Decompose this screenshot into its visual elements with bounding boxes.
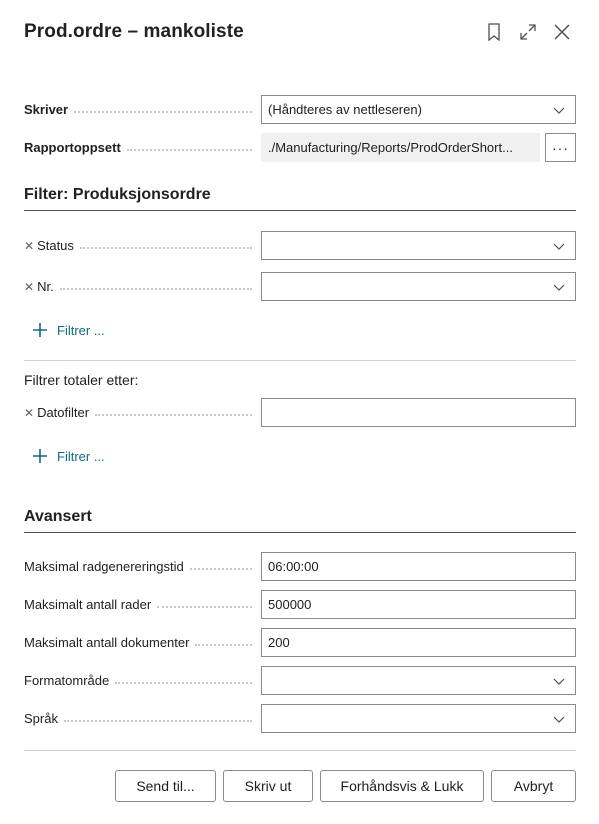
layout-label: Rapportoppsett [24,133,256,162]
header-actions [484,22,572,42]
max-docs-label: Maksimalt antall dokumenter [24,628,256,657]
max-docs-row [24,628,576,657]
max-time-label: Maksimal radgenereringstid [24,552,256,581]
printer-label: Skriver [24,95,256,124]
max-docs-value: 200 [268,635,290,650]
printer-row [24,95,576,124]
advanced-section-title: Avansert [24,508,576,533]
max-rows-label: Maksimalt antall rader [24,590,256,619]
cancel-button[interactable]: Avbryt [491,770,576,802]
max-docs-input[interactable] [261,628,576,657]
max-rows-row [24,590,576,619]
max-time-value: 06:00:00 [268,559,319,574]
plus-icon [31,447,49,465]
language-label: Språk [24,704,256,733]
format-region-select[interactable] [261,666,576,695]
max-rows-input[interactable] [261,590,576,619]
footer-divider [24,750,576,751]
totals-filter-title: Filtrer totaler etter: [24,372,139,388]
filter-no-label: ✕ Nr. [24,272,256,301]
divider [24,360,576,361]
filter-section-title: Filter: Produksjonsordre [24,186,576,211]
add-filter-label: Filtrer ... [57,322,105,338]
plus-icon [31,321,49,339]
dialog-title: Prod.ordre – mankoliste [24,21,244,42]
date-filter-label: ✕ Datofilter [24,398,256,427]
date-filter-input[interactable] [261,398,576,427]
date-filter-row [24,398,576,427]
bookmark-icon[interactable] [484,22,504,42]
layout-field[interactable] [261,133,540,162]
add-filter-link[interactable] [31,320,105,340]
chevron-down-icon [553,281,565,293]
chevron-down-icon [553,675,565,687]
chevron-down-icon [553,104,565,116]
max-time-row [24,552,576,581]
add-totals-filter-label: Filtrer ... [57,448,105,464]
dialog-header [24,18,576,46]
no-select[interactable] [261,272,576,301]
filter-status-row [24,231,576,260]
preview-close-button[interactable]: Forhåndsvis & Lukk [320,770,484,802]
remove-filter-icon[interactable]: ✕ [24,405,35,420]
expand-icon[interactable] [518,22,538,42]
remove-filter-icon[interactable]: ✕ [24,238,35,253]
max-rows-value: 500000 [268,597,312,612]
status-select[interactable] [261,231,576,260]
remove-filter-icon[interactable]: ✕ [24,279,35,294]
max-time-input[interactable] [261,552,576,581]
printer-select[interactable] [261,95,576,124]
layout-lookup-button[interactable]: ··· [545,133,576,162]
add-totals-filter-link[interactable] [31,446,105,466]
language-row [24,704,576,733]
layout-value: ./Manufacturing/Reports/ProdOrderShort... [268,140,513,155]
layout-row [24,133,576,162]
filter-no-row [24,272,576,301]
format-region-label: Formatområde [24,666,256,695]
chevron-down-icon [553,240,565,252]
format-region-row [24,666,576,695]
send-to-button[interactable]: Send til... [115,770,216,802]
filter-status-label: ✕ Status [24,231,256,260]
language-select[interactable] [261,704,576,733]
chevron-down-icon [553,713,565,725]
printer-value: (Håndteres av nettleseren) [268,102,422,117]
print-button[interactable]: Skriv ut [223,770,313,802]
close-icon[interactable] [552,22,572,42]
